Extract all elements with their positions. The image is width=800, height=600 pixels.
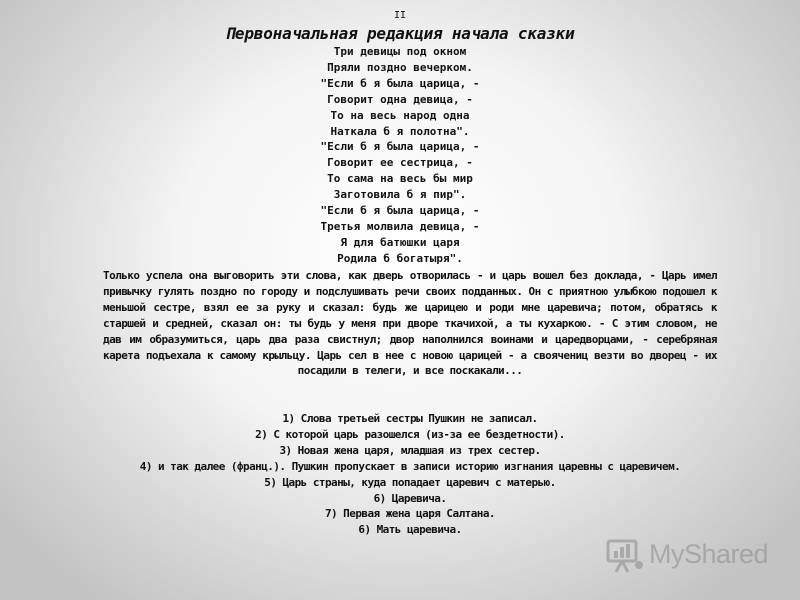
poem-line: Три девицы под окном: [333, 45, 467, 58]
poem-line: То сама на весь бы мир: [327, 172, 473, 186]
poem-line: "Если б я была царица, -: [320, 140, 480, 154]
poem-line: Говорит одна девица, -: [327, 92, 473, 106]
poem-line: Заготовила б я пир".: [333, 188, 467, 202]
footnote: 6) Царевича.: [373, 491, 447, 505]
footnote: 7) Первая жена царя Салтана.: [324, 507, 496, 521]
poem-line: Я для батюшки царя: [340, 235, 460, 249]
poem-line: "Если б я была царица, -: [320, 204, 480, 218]
poem-line: Третья молвила девица, -: [320, 219, 480, 233]
prose-paragraph: Только успела она выговорить эти слова, как дверь отворилась - и царь вошел без доклада, - Царь имел привычку гулять поздно по городу и подслушивать речи своих подданных. Он с приятною улыбкою подошел к меньшой сестре, взял ее за руку и сказал: будь же царицею и роди мне царевича; потом, обратясь к старшей и средней, сказал он: ты будь у меня при дворе ткачихой, а ты кухаркою. - С этим словом, не дав им образумиться, царь два раза свистнул; двор наполнился воинами и царедворцами, - серебряная карета подъехала к самому крыльцу. Царь сел в нее с новою царицей - а своячениц везти во дворец - их посадили в телеги, и все поскакали...: [103, 269, 717, 378]
poem-line: То на весь народ одна: [330, 108, 470, 122]
footnotes: [103, 411, 717, 538]
chapter-number: II: [393, 10, 407, 21]
footnote: 3) Новая жена царя, младшая из трех сестер.: [279, 443, 541, 457]
poem-line: Родила б богатыря".: [337, 251, 463, 265]
poem-line: Пряли поздно вечерком.: [327, 60, 473, 74]
poem-line: Наткала б я полотна".: [330, 124, 470, 138]
watermark-text: MyShared: [649, 539, 769, 569]
footnote: 1) Слова третьей сестры Пушкин не записал.: [282, 412, 538, 425]
watermark-logo: [603, 531, 773, 579]
page-title: Первоначальная редакция начала сказки: [225, 24, 575, 43]
footnote: 4) и так далее (франц.). Пушкин пропускает в записи историю изгнания царевны с царевичем.: [139, 459, 681, 473]
footnote: 6) Мать царевича.: [358, 523, 462, 537]
poem-line: "Если б я была царица, -: [320, 76, 480, 90]
footnote: 5) Царь страны, куда попадает царевич с матерью.: [264, 475, 556, 489]
poem: [0, 44, 800, 267]
presentation-board-icon: [605, 535, 645, 575]
footnote: 2) С которой царь разошелся (из-за ее бездетности).: [255, 427, 565, 441]
poem-line: Говорит ее сестрица, -: [327, 156, 473, 170]
